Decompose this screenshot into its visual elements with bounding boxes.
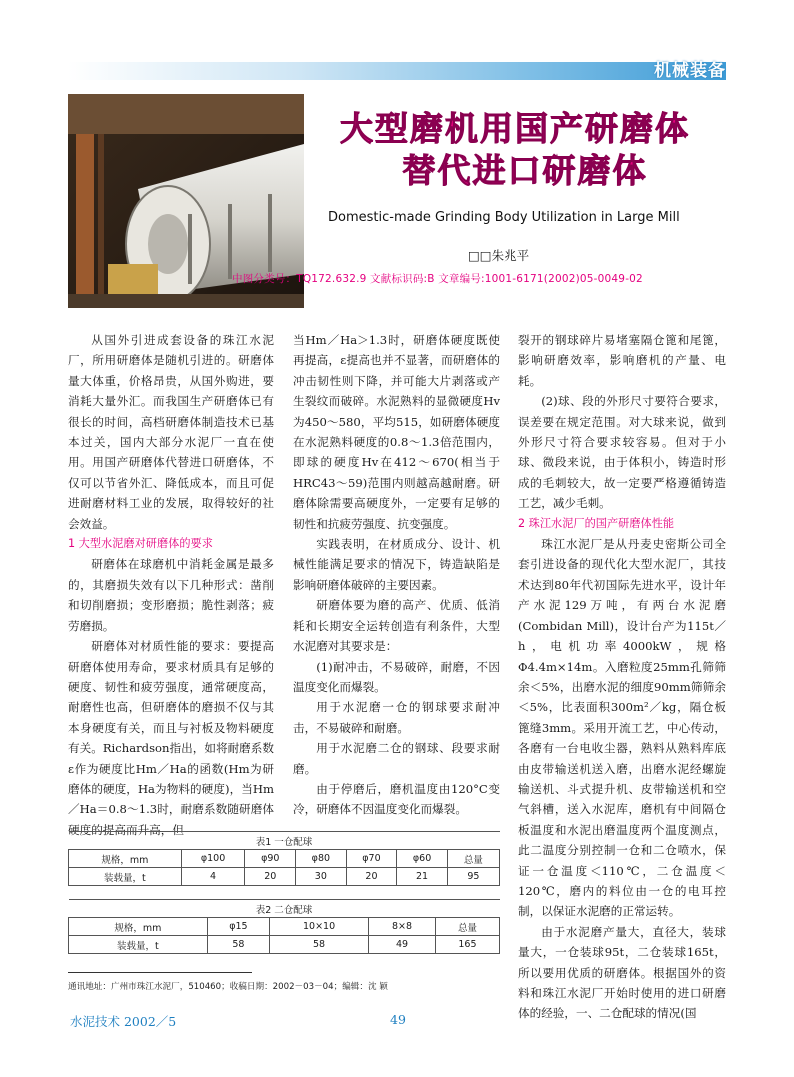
paragraph: 用于水泥磨一仓的钢球要求耐冲击，不易破碎和耐磨。	[293, 700, 500, 735]
table-cell: 49	[369, 936, 436, 954]
paragraph: 珠江水泥厂是从丹麦史密斯公司全套引进设备的现代化大型水泥厂，其技术达到80年代初国际先进水平，设计年产水泥129万吨，有两台水泥磨(Combidan Mill)，设计台产为115t／h，电机功率4000kW，规格Φ4.4m×14m。入磨粒度25mm孔筛筛余＜5%，出磨水泥的细度90mm筛筛余＜5%，比表面积300m²／kg，隔仓板篦缝3mm。采用开流工艺，中心传动，各磨有一台电收尘器，熟料从熟料库底由皮带输送机送入磨，出磨水泥经螺旋输送机、斗式提升机、皮带输送机和空气斜槽，送入水泥库，磨机有中间隔仓板温度和水泥出磨温度两个温度测点，此二温度分别控制一仓和二仓喷水，保证一仓温度＜110℃，二仓温度＜120℃，磨内的料位由一仓的电耳控制，以保证水泥磨的正常运转。	[518, 537, 726, 919]
table-header-cell: φ80	[296, 850, 347, 868]
classification-line: 中图分类号：TQ172.632.9 文献标识码:B 文章编号:1001-6171(2002)05-0049-02	[232, 273, 643, 285]
journal-footer: 水泥技术 2002／5	[70, 1014, 177, 1029]
section-heading: 1 大型水泥磨对研磨体的要求	[68, 537, 213, 551]
table-row	[69, 850, 500, 868]
paragraph: 实践表明，在材质成分、设计、机械性能满足要求的情况下，铸造缺陷是影响研磨体破碎的主要因素。	[293, 537, 500, 592]
table-header-cell: 10×10	[270, 918, 369, 936]
paragraph: 研磨体在球磨机中消耗金属是最多的，其磨损失效有以下几种形式：凿削和切削磨损；变形磨损；脆性剥落；疲劳磨损。	[68, 557, 274, 633]
table-cell: 58	[207, 936, 269, 954]
page-number: 49	[390, 1012, 406, 1027]
paragraph: 从国外引进成套设备的珠江水泥厂，所用研磨体是随机引进的。研磨体量大体重，价格昂贵，从国外购进，要消耗大量外汇。而我国生产研磨体已有很长的时间，高档研磨体制造技术已基本过关，国内大部分水泥厂一直在使用。用国产研磨体代替进口研磨体，不仅可以节省外汇、降低成本，而且可促进耐磨材料工业的发展，取得较好的社会效益。	[68, 333, 274, 531]
article-title	[300, 108, 730, 192]
table-cell: 21	[397, 868, 448, 886]
table-cell: 58	[270, 936, 369, 954]
paragraph: (1)耐冲击，不易破碎，耐磨，不因温度变化而爆裂。	[293, 659, 500, 694]
table-row	[69, 868, 500, 886]
table-1	[68, 831, 500, 886]
title-line-2: 替代进口研磨体	[402, 151, 648, 190]
section-heading: 2 珠江水泥厂的国产研磨体性能	[518, 516, 675, 530]
table-header-cell: 总量	[447, 850, 499, 868]
paragraph: 由于停磨后，磨机温度由120°C变冷，研磨体不因温度变化而爆裂。	[293, 781, 500, 817]
table-cell: 装载量，t	[69, 936, 208, 954]
paragraph: 研磨体对材质性能的要求：要提高研磨体使用寿命，要求材质具有足够的硬度、韧性和疲劳强度，通常硬度高，耐磨性也高，但研磨体的磨损不仅与其本身硬度有关，而且与衬板及物料硬度有关。Richardson指出，如将耐磨系数ε作为硬度比Hm／Ha的函数(Hm为研磨体的硬度，Ha为物料的硬度)，当Hm／Ha＝0.8～1.3时，耐磨系数随研磨体硬度的提高而升高，但	[68, 639, 274, 837]
footnote-divider	[68, 972, 252, 973]
table-header-cell: φ70	[346, 850, 397, 868]
table-header-cell: φ60	[397, 850, 448, 868]
english-title: Domestic-made Grinding Body Utilization in Large Mill	[328, 210, 680, 225]
table-header-cell: 8×8	[369, 918, 436, 936]
table-cell: 装载量，t	[69, 868, 182, 886]
footnote: 通讯地址：广州市珠江水泥厂，510460；收稿日期：2002－03－04；编辑：沈 颖	[68, 982, 388, 992]
table-header-cell: φ100	[181, 850, 245, 868]
column-1	[68, 330, 274, 837]
table-cell: 20	[245, 868, 296, 886]
table-cell: 95	[447, 868, 499, 886]
table-1-caption: 表1 一仓配球	[69, 832, 500, 850]
table-header-cell: 规格，mm	[69, 850, 182, 868]
paragraph: (2)球、段的外形尺寸要符合要求，误差要在规定范围。对大球来说，做到外形尺寸符合要求较容易。但对于小球、微段来说，由于体积小，铸造时形成的毛刺较大，故一定要严格遵循铸造工艺，减少毛刺。	[518, 394, 726, 511]
table-cell: 4	[181, 868, 245, 886]
paragraph: 裂开的钢球碎片易堵塞隔仓篦和尾篦，影响研磨效率，影响磨机的产量、电耗。	[518, 333, 726, 388]
table-2-caption: 表2 二仓配球	[69, 900, 500, 918]
table-cell: 30	[296, 868, 347, 886]
paragraph: 研磨体要为磨的高产、优质、低消耗和长期安全运转创造有利条件，大型水泥磨对其要求是：	[293, 598, 500, 654]
table-cell: 165	[435, 936, 499, 954]
paragraph: 由于水泥磨产量大，直径大，装球量大，一仓装球95t，二仓装球165t，所以要用优质的研磨体。根据国外的资料和珠江水泥厂开始时使用的进口研磨体的经验，一、二仓配球的情况(国	[518, 924, 726, 1021]
author: □□朱兆平	[468, 248, 530, 263]
title-line-1: 大型磨机用国产研磨体	[340, 109, 690, 148]
column-3	[518, 330, 726, 1070]
table-header-cell: 总量	[435, 918, 499, 936]
header-bar	[68, 62, 726, 80]
column-2	[293, 330, 500, 830]
table-cell: 20	[346, 868, 397, 886]
section-tag: 机械装备	[654, 61, 726, 81]
table-row	[69, 918, 500, 936]
table-2	[68, 899, 500, 954]
table-header-cell: φ15	[207, 918, 269, 936]
table-row	[69, 936, 500, 954]
table-header-cell: φ90	[245, 850, 296, 868]
table-header-cell: 规格，mm	[69, 918, 208, 936]
paragraph: 用于水泥磨二仓的钢球、段要求耐磨。	[293, 741, 500, 776]
paragraph: 当Hm／Ha＞1.3时，研磨体硬度既使再提高，ε提高也并不显著，而研磨体的冲击韧性则下降，并可能大片剥落或产生裂纹而破碎。水泥熟料的显微硬度Hv为450～580，平均515，如研磨体硬度在水泥熟料硬度的0.8～1.3倍范围内，即球的硬度Hv在412～670(相当于HRC43～59)范围内则越高越耐磨。研磨体除需要高硬度外，一定要有足够的韧性和抗疲劳强度、抗变强度。	[293, 333, 500, 531]
